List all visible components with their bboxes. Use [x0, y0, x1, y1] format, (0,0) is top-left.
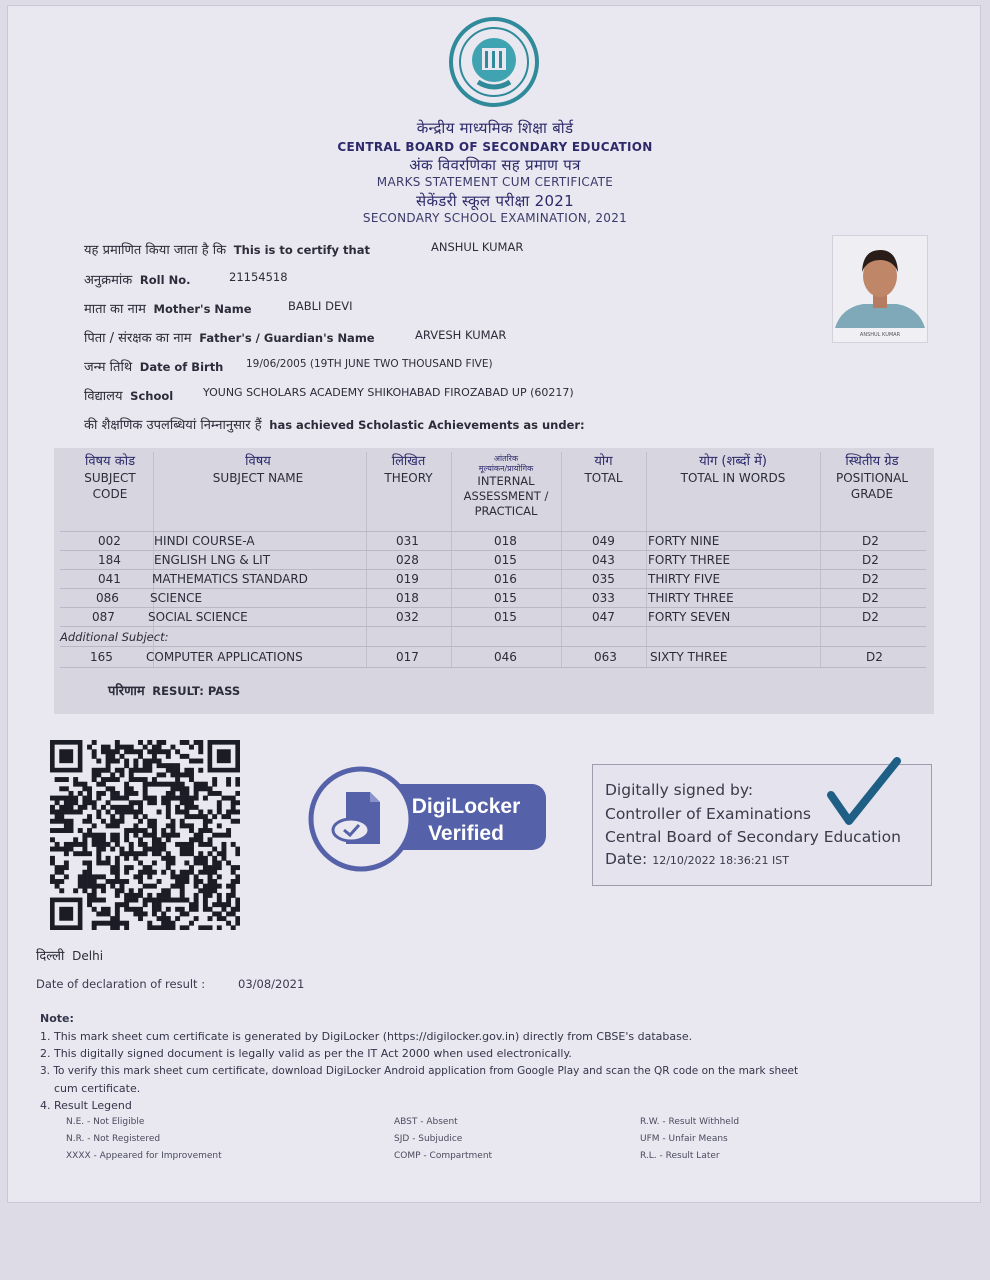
note-3-cont: cum certificate. — [54, 1082, 141, 1095]
header-code-line2: CODE — [92, 487, 128, 501]
father-label: Father's / Guardian's Name — [199, 331, 375, 345]
signature-line-3: Central Board of Secondary Education — [605, 828, 901, 846]
header-ia-line2: ASSESSMENT / — [463, 489, 549, 503]
total-marks: 047 — [592, 610, 615, 624]
positional-grade: D2 — [862, 534, 879, 548]
father-name: ARVESH KUMAR — [415, 328, 507, 342]
total-in-words: THIRTY THREE — [648, 591, 734, 605]
place-english: Delhi — [72, 949, 104, 963]
note-2: 2. This digitally signed document is legally valid as per the IT Act 2000 when used electronically. — [40, 1047, 572, 1060]
signature-date — [605, 850, 789, 868]
header-total-hindi: योग — [594, 454, 613, 469]
table-row — [60, 551, 926, 570]
legend-item: SJD - Subjudice — [394, 1134, 463, 1144]
subject-name: SCIENCE — [150, 591, 203, 605]
theory-marks: 031 — [396, 534, 419, 548]
certify-line — [84, 240, 370, 258]
father-label-hindi: पिता / संरक्षक का नाम — [84, 331, 192, 346]
header-ia-line1: INTERNAL — [477, 474, 535, 488]
theory-marks: 017 — [396, 650, 419, 664]
header-total-english: TOTAL — [584, 471, 623, 485]
total-in-words: FORTY NINE — [648, 534, 720, 548]
internal-marks: 015 — [494, 610, 517, 624]
subject-name: HINDI COURSE-A — [154, 534, 255, 548]
internal-marks: 046 — [494, 650, 517, 664]
header-subject-name — [180, 454, 336, 486]
header-ia-hindi-2: मूल्यांकन/प्रायोगिक — [478, 464, 534, 473]
header-theory-hindi: लिखित — [391, 454, 426, 469]
date-of-birth: 19/06/2005 (19TH JUNE TWO THOUSAND FIVE) — [246, 358, 493, 370]
internal-marks: 016 — [494, 572, 517, 586]
qr-finder-square — [59, 749, 73, 763]
theory-marks: 032 — [396, 610, 419, 624]
certify-label: This is to certify that — [233, 243, 370, 257]
subject-name: COMPUTER APPLICATIONS — [146, 650, 303, 664]
roll-label-hindi: अनुक्रमांक — [84, 273, 133, 288]
theory-marks: 018 — [396, 591, 419, 605]
header-total — [561, 454, 646, 486]
header-theory — [366, 454, 451, 486]
positional-grade: D2 — [862, 553, 879, 567]
header-total-in-words — [646, 454, 820, 486]
check-mark-icon — [825, 755, 905, 835]
total-marks: 043 — [592, 553, 615, 567]
total-marks: 049 — [592, 534, 615, 548]
result-status: RESULT: PASS — [152, 684, 241, 698]
legend-item: N.R. - Not Registered — [66, 1134, 161, 1144]
digilocker-verified-badge — [306, 764, 550, 874]
header-words-english: TOTAL IN WORDS — [680, 471, 786, 485]
positional-grade: D2 — [862, 591, 879, 605]
total-marks: 063 — [594, 650, 617, 664]
note-title: Note: — [40, 1012, 74, 1025]
total-marks: 035 — [592, 572, 615, 586]
row-divider — [60, 626, 926, 627]
declaration-label: Date of declaration of result : — [36, 977, 206, 991]
row-divider — [60, 646, 926, 647]
subject-code: 087 — [92, 610, 115, 624]
father-row — [84, 328, 375, 346]
signature-date-value: 12/10/2022 18:36:21 IST — [652, 854, 789, 867]
header-name-english: SUBJECT NAME — [212, 471, 304, 485]
total-in-words: FORTY THREE — [648, 553, 731, 567]
achievement-label-hindi: की शैक्षणिक उपलब्धियां निम्नानुसार हैं — [84, 418, 262, 433]
header-grade-line2: GRADE — [850, 487, 894, 501]
header-words-hindi: योग (शब्दों में) — [699, 454, 767, 469]
table-row — [60, 608, 926, 627]
positional-grade: D2 — [862, 572, 879, 586]
note-1: 1. This mark sheet cum certificate is generated by DigiLocker (https://digilocker.gov.in) directly from CBSE's database. — [40, 1030, 693, 1043]
school-label: School — [130, 389, 174, 403]
subject-name: SOCIAL SCIENCE — [148, 610, 248, 624]
place-hindi: दिल्ली — [36, 949, 65, 964]
header-grade-hindi: स्थितीय ग्रेड — [845, 454, 899, 469]
school-row — [84, 386, 173, 404]
signature-date-label: Date: — [605, 850, 648, 868]
legend-item: ABST - Absent — [394, 1117, 458, 1127]
roll-number: 21154518 — [229, 270, 288, 284]
photo-caption: ANSHUL KUMAR — [859, 332, 901, 338]
mother-name: BABLI DEVI — [288, 299, 353, 313]
doc-title-english: MARKS STATEMENT CUM CERTIFICATE — [376, 175, 614, 189]
subject-name: ENGLISH LNG & LIT — [154, 553, 271, 567]
subject-code: 041 — [98, 572, 121, 586]
row-divider — [60, 667, 926, 668]
header-ia-line3: PRACTICAL — [474, 504, 538, 518]
dob-row — [84, 357, 223, 375]
legend-item: XXXX - Appeared for Improvement — [66, 1151, 222, 1161]
result-label-hindi: परिणाम — [108, 684, 145, 699]
exam-title-english: SECONDARY SCHOOL EXAMINATION, 2021 — [362, 211, 628, 225]
exam-title-hindi: सेकेंडरी स्कूल परीक्षा 2021 — [416, 192, 574, 210]
additional-subject-row — [60, 648, 926, 667]
note-3: 3. To verify this mark sheet cum certificate, download DigiLocker Android application from Google Play and scan the QR code on the mark sheet — [40, 1065, 799, 1077]
internal-marks: 015 — [494, 553, 517, 567]
subject-code: 086 — [96, 591, 119, 605]
achievement-line — [84, 415, 585, 433]
additional-subject-label: Additional Subject: — [60, 630, 169, 644]
total-marks: 033 — [592, 591, 615, 605]
student-name: ANSHUL KUMAR — [431, 240, 524, 254]
dob-label: Date of Birth — [139, 360, 224, 374]
subject-code: 184 — [98, 553, 121, 567]
internal-marks: 018 — [494, 534, 517, 548]
header-positional-grade — [820, 454, 924, 502]
board-name-english: CENTRAL BOARD OF SECONDARY EDUCATION — [337, 140, 653, 154]
place-line — [36, 946, 103, 964]
student-photo — [832, 235, 928, 343]
header-subject-code — [60, 454, 160, 502]
internal-marks: 015 — [494, 591, 517, 605]
achievement-label: has achieved Scholastic Achievements as under: — [269, 418, 585, 432]
theory-marks: 028 — [396, 553, 419, 567]
table-row — [60, 532, 926, 551]
total-in-words: THIRTY FIVE — [648, 572, 721, 586]
digital-signature-box — [592, 764, 932, 886]
student-photo-image — [833, 236, 927, 328]
roll-row — [84, 270, 190, 288]
digilocker-line-1: DigiLocker — [411, 795, 521, 818]
roll-label: Roll No. — [139, 273, 191, 287]
subject-code: 002 — [98, 534, 121, 548]
school-label-hindi: विद्यालय — [84, 389, 123, 404]
mother-label-hindi: माता का नाम — [84, 302, 146, 317]
legend-item: N.E. - Not Eligible — [66, 1117, 145, 1127]
mother-row — [84, 299, 252, 317]
mother-label: Mother's Name — [153, 302, 252, 316]
school-name: YOUNG SCHOLARS ACADEMY SHIKOHABAD FIROZABAD UP (60217) — [203, 386, 574, 399]
header-code-line1: SUBJECT — [84, 471, 136, 485]
table-row — [60, 589, 926, 608]
signature-line-1: Digitally signed by: — [605, 781, 754, 799]
header-grade-line1: POSITIONAL — [835, 471, 909, 485]
legend-item: R.W. - Result Withheld — [640, 1117, 740, 1127]
header-name-hindi: विषय — [245, 454, 271, 469]
positional-grade: D2 — [862, 610, 879, 624]
qr-finder-square — [59, 907, 73, 921]
header-internal-assessment — [451, 454, 561, 519]
header-code-hindi: विषय कोड — [84, 454, 136, 469]
legend-item: COMP - Compartment — [394, 1151, 493, 1161]
certify-label-hindi: यह प्रमाणित किया जाता है कि — [84, 243, 227, 258]
signature-line-2: Controller of Examinations — [605, 805, 811, 823]
legend-item: UFM - Unfair Means — [640, 1134, 728, 1144]
declaration-date: 03/08/2021 — [238, 977, 305, 991]
doc-title-hindi: अंक विवरणिका सह प्रमाण पत्र — [409, 156, 581, 174]
subject-name: MATHEMATICS STANDARD — [152, 572, 308, 586]
header-ia-hindi-1: आंतरिक — [493, 454, 519, 463]
qr-finder-square — [217, 749, 231, 763]
header-theory-english: THEORY — [384, 471, 433, 485]
theory-marks: 019 — [396, 572, 419, 586]
subject-code: 165 — [90, 650, 113, 664]
total-in-words: FORTY SEVEN — [648, 610, 731, 624]
result-line — [108, 681, 240, 699]
digilocker-line-2: Verified — [428, 822, 504, 845]
legend-item: R.L. - Result Later — [640, 1151, 720, 1161]
total-in-words: SIXTY THREE — [650, 650, 728, 664]
dob-label-hindi: जन्म तिथि — [84, 360, 133, 375]
table-row — [60, 570, 926, 589]
note-4: 4. Result Legend — [40, 1099, 132, 1112]
cbse-emblem-logo — [448, 16, 540, 108]
qr-code — [50, 740, 240, 930]
positional-grade: D2 — [866, 650, 883, 664]
board-name-hindi: केन्द्रीय माध्यमिक शिक्षा बोर्ड — [416, 119, 574, 137]
